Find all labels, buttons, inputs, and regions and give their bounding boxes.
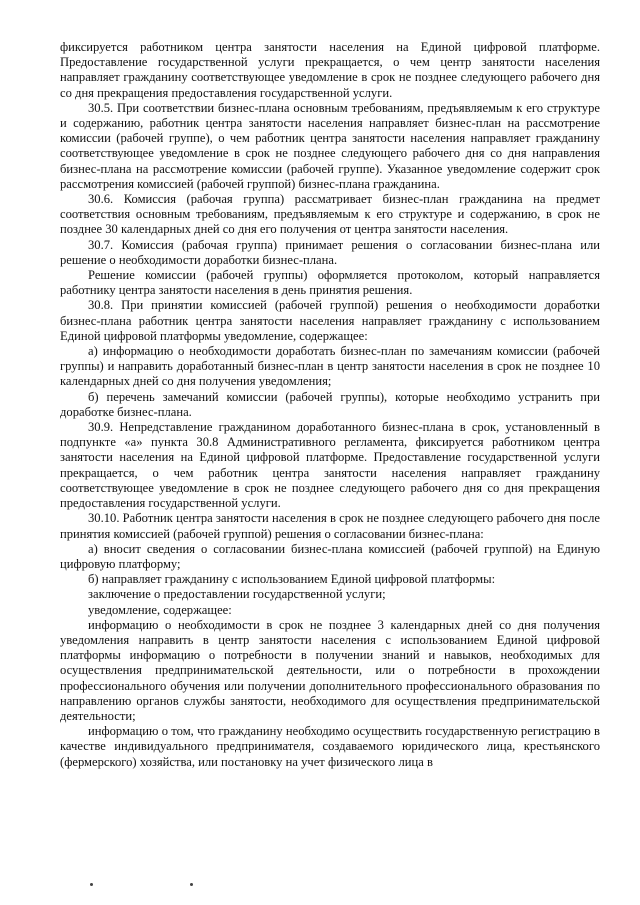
paragraph: б) перечень замечаний комиссии (рабочей группы), которые необходимо устранить при доработке бизнес-плана.	[60, 389, 600, 419]
scan-speck	[190, 883, 193, 886]
document-body	[60, 40, 600, 770]
paragraph: 30.9. Непредставление гражданином доработанного бизнес-плана в срок, установленный в подпункте «а» пункта 30.8 Административного регламента, фиксируется работником центра занятости населения на Единой цифровой платформе. Предоставление государственной услуги прекращается, о чем работник центра занятости населения направляет гражданину соответствующее уведомление в срок не позднее следующего рабочего дня со дня прекращения предоставления государственной услуги.	[60, 420, 600, 511]
paragraph: 30.7. Комиссия (рабочая группа) принимает решения о согласовании бизнес-плана или решение о необходимости доработки бизнес-плана.	[60, 237, 600, 267]
paragraph: а) информацию о необходимости доработать бизнес-план по замечаниям комиссии (рабочей группы) и направить доработанный бизнес-план в центр занятости населения в срок не позднее 10 календарных дней со дня получения уведомления;	[60, 344, 600, 389]
paragraph: информацию о необходимости в срок не позднее 3 календарных дней со дня получения уведомления направить в центр занятости населения с использованием Единой цифровой платформы информацию о потребности в получении знаний и навыков, необходимых для осуществления предпринимательской деятельности, или о потребности в прохождении профессионального обучения или получении дополнительного профессионального образования по направлению органов службы занятости, необходимого для осуществления предпринимательской деятельности;	[60, 617, 600, 723]
paragraph: 30.5. При соответствии бизнес-плана основным требованиям, предъявляемым к его структуре и содержанию, работник центра занятости населения направляет бизнес-план на рассмотрение комиссии (рабочей группе), о чем работник центра занятости населения направляет гражданину соответствующее уведомление в срок не позднее следующего рабочего дня со дня направления бизнес-плана на рассмотрение комиссии (рабочей группе). Указанное уведомление содержит срок рассмотрения комиссией (рабочей группой) бизнес-плана гражданина.	[60, 100, 600, 191]
paragraph: заключение о предоставлении государственной услуги;	[88, 587, 386, 602]
paragraph: уведомление, содержащее:	[88, 602, 232, 617]
scan-speck	[90, 883, 93, 886]
paragraph: фиксируется работником центра занятости населения на Единой цифровой платформе. Предоставление государственной услуги прекращается, о чем центр занятости населения направляет гражданину соответствующее уведомление в срок не позднее следующего рабочего дня со дня прекращения предоставления государственной услуги.	[60, 40, 600, 100]
paragraph: Решение комиссии (рабочей группы) оформляется протоколом, который направляется работнику центра занятости населения в день принятия решения.	[60, 268, 600, 298]
paragraph: а) вносит сведения о согласовании бизнес-плана комиссией (рабочей группой) на Единую цифровую платформу;	[60, 541, 600, 571]
paragraph: б) направляет гражданину с использованием Единой цифровой платформы:	[88, 572, 496, 587]
paragraph: 30.10. Работник центра занятости населения в срок не позднее следующего рабочего дня после принятия комиссией (рабочей группой) решения о согласовании бизнес-плана:	[60, 511, 600, 541]
paragraph: 30.8. При принятии комиссией (рабочей группой) решения о необходимости доработки бизнес-плана работник центра занятости населения направляет гражданину с использованием Единой цифровой платформы уведомление, содержащее:	[60, 298, 600, 343]
paragraph: 30.6. Комиссия (рабочая группа) рассматривает бизнес-план гражданина на предмет соответствия основным требованиям, предъявляемым к его структуре и содержанию, в срок не позднее 30 календарных дней со дня его получения от центра занятости населения.	[60, 192, 600, 237]
paragraph: информацию о том, что гражданину необходимо осуществить государственную регистрацию в качестве индивидуального предпринимателя, создаваемого юридического лица, крестьянского (фермерского) хозяйства, или постановку на учет физического лица в	[60, 724, 600, 769]
